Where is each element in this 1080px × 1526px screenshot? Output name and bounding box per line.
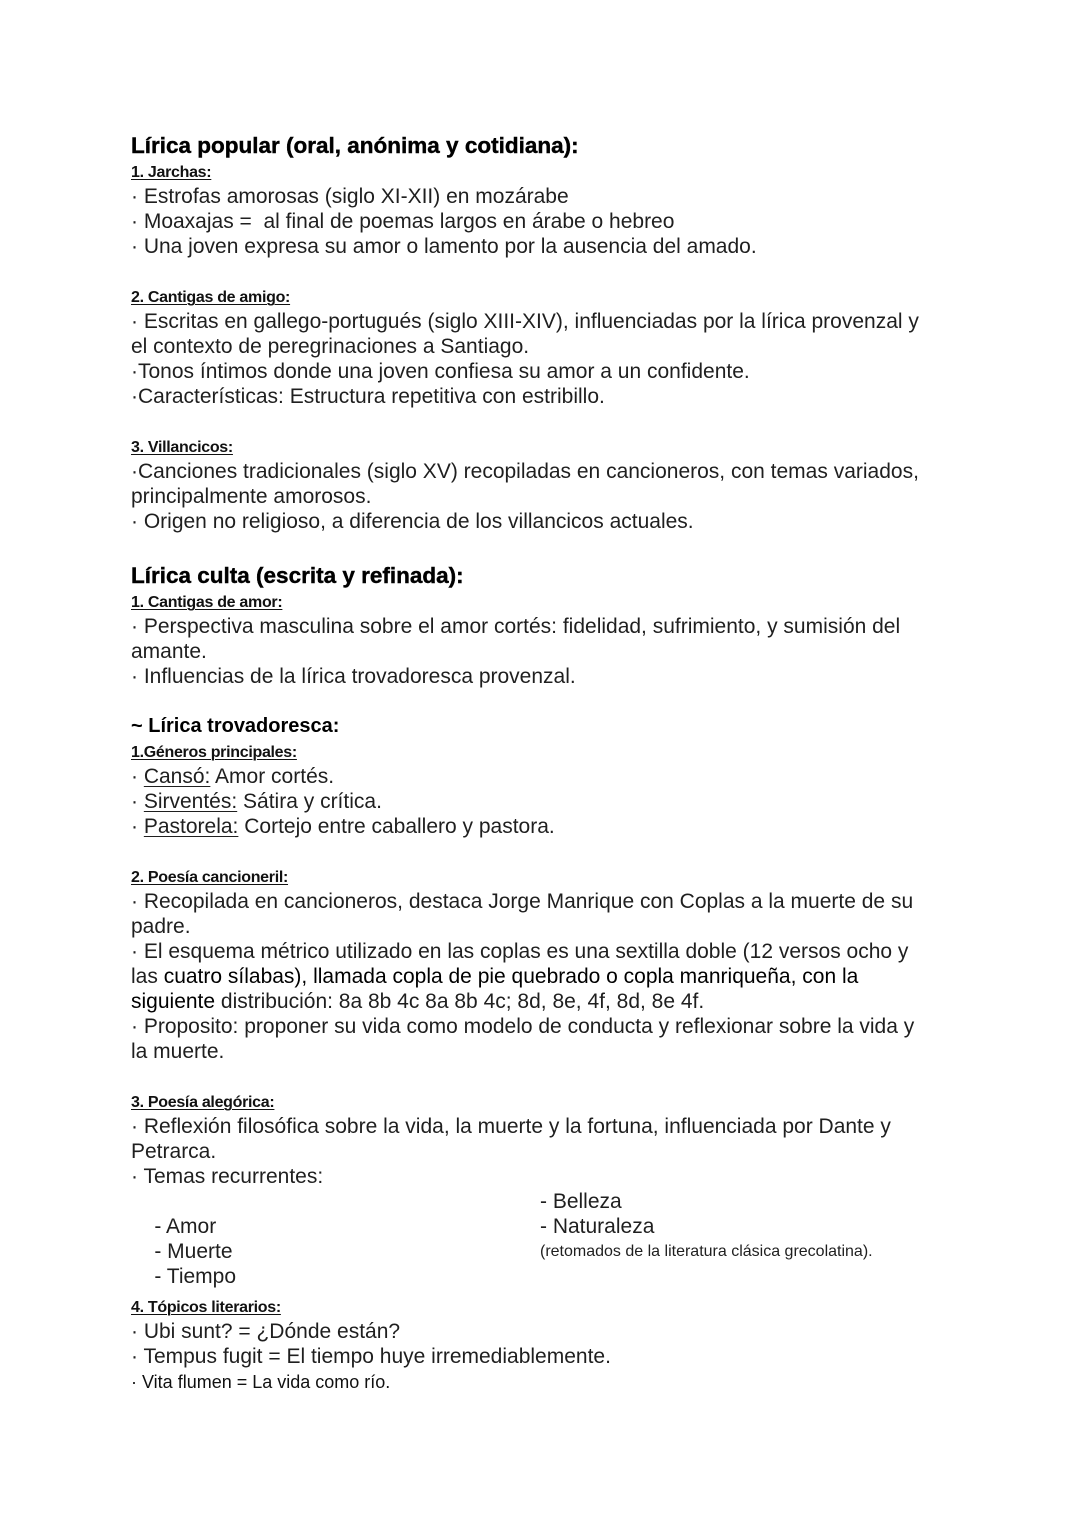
spacer: [131, 534, 1051, 562]
document-page: [131, 132, 1051, 1396]
genre-description: Sátira y crítica.: [237, 790, 382, 813]
text-line: principalmente amorosos.: [131, 485, 372, 508]
genre-term: Pastorela:: [143, 815, 239, 838]
text-line: · El esquema métrico utilizado en las coplas es una sextilla doble (12 versos ocho y: [131, 940, 909, 963]
text-line: Petrarca.: [131, 1140, 217, 1163]
theme-item: - Muerte: [154, 1240, 233, 1263]
text-line: · Estrofas amorosas (siglo XI-XII) en mozárabe: [131, 185, 569, 208]
text-line: ·Características: Estructura repetitiva con estribillo.: [131, 385, 605, 408]
bullet: ·: [131, 790, 144, 813]
genre-item-sirventes: [131, 789, 1051, 814]
genre-item-canso: [131, 764, 1051, 789]
subsection-heading-topicos-literarios: 4. Tópicos literarios:: [131, 1299, 281, 1316]
themes-note: (retomados de la literatura clásica grecolatina).: [540, 1243, 873, 1260]
subsection-heading-poesia-cancioneril: 2. Poesía cancioneril:: [131, 869, 289, 886]
text-line: · Origen no religioso, a diferencia de los villancicos actuales.: [131, 510, 694, 533]
theme-item: - Belleza: [540, 1190, 622, 1213]
text-segment: distribución: 8a 8b 4c 8a 8b 4c; 8d, 8e, 4f, 8d, 8e 4f.: [215, 990, 705, 1013]
text-line: ·Canciones tradicionales (siglo XV) recopiladas en cancioneros, con temas variados,: [131, 460, 919, 483]
subsection-heading-cantigas-amor: 1. Cantigas de amor:: [131, 594, 283, 611]
section-title-lirica-culta: Lírica culta (escrita y refinada):: [131, 563, 464, 588]
subsection-heading-villancicos: 3. Villancicos:: [131, 439, 233, 456]
spacer: [131, 1064, 1051, 1089]
spacer: [131, 839, 1051, 864]
text-line: · Perspectiva masculina sobre el amor cortés: fidelidad, sufrimiento, y sumisión del: [131, 615, 901, 638]
subsection-heading-generos: 1.Géneros principales:: [131, 744, 297, 761]
text-line: [131, 989, 1051, 1014]
spacer: [131, 409, 1051, 434]
subsection-heading-poesia-alegorica: 3. Poesía alegórica:: [131, 1094, 275, 1111]
theme-item: - Amor: [154, 1215, 217, 1238]
text-line: amante.: [131, 640, 207, 663]
text-segment-emphasis: siguiente: [131, 990, 216, 1013]
genre-item-pastorela: [131, 814, 1051, 839]
genre-description: Cortejo entre caballero y pastora.: [238, 815, 555, 838]
subsection-heading-cantigas-amigo: 2. Cantigas de amigo:: [131, 289, 291, 306]
text-line: · Ubi sunt? = ¿Dónde están?: [131, 1320, 401, 1343]
text-line: · Una joven expresa su amor o lamento por la ausencia del amado.: [131, 235, 757, 258]
genre-term: Sirventés:: [143, 790, 238, 813]
text-line: · Influencias de la lírica trovadoresca provenzal.: [131, 665, 576, 688]
bullet: ·: [131, 765, 144, 788]
text-segment-emphasis: cuatro sílabas), llamada copla de pie quebrado o copla manriqueña, con la: [163, 965, 859, 988]
text-line: · Tempus fugit = El tiempo huye irremediablemente.: [131, 1345, 611, 1368]
themes-row: [131, 1239, 1051, 1288]
text-line: [131, 964, 1051, 989]
theme-item: - Naturaleza: [540, 1215, 655, 1238]
text-line: · Proposito: proponer su vida como modelo de conducta y reflexionar sobre la vida y: [131, 1015, 915, 1038]
text-line: · Reflexión filosófica sobre la vida, la muerte y la fortuna, influenciada por Dante y: [131, 1115, 891, 1138]
text-segment: las: [131, 965, 164, 988]
text-line: ·Tonos íntimos donde una joven confiesa su amor a un confidente.: [131, 360, 750, 383]
theme-item: - Tiempo: [154, 1265, 237, 1288]
section-title-lirica-trovadoresca: ~ Lírica trovadoresca:: [131, 715, 340, 737]
text-line: · Temas recurrentes:: [131, 1165, 324, 1188]
bullet: ·: [131, 815, 144, 838]
subsection-heading-jarchas: 1. Jarchas:: [131, 164, 212, 181]
spacer: [131, 1264, 1051, 1294]
text-line: · Moaxajas = al final de poemas largos en árabe o hebreo: [131, 210, 675, 233]
genre-term: Cansó:: [143, 765, 211, 788]
spacer: [131, 259, 1051, 284]
text-line: padre.: [131, 915, 191, 938]
genre-description: Amor cortés.: [210, 765, 335, 788]
text-line: la muerte.: [131, 1040, 225, 1063]
text-line: · Recopilada en cancioneros, destaca Jorge Manrique con Coplas a la muerte de su: [131, 890, 914, 913]
text-line: el contexto de peregrinaciones a Santiago.: [131, 335, 530, 358]
text-line: · Vita flumen = La vida como río.: [131, 1372, 391, 1392]
section-title-lirica-popular: Lírica popular (oral, anónima y cotidiana):: [131, 133, 579, 158]
text-line: · Escritas en gallego-portugués (siglo XIII-XIV), influenciadas por la lírica provenzal y: [131, 310, 919, 333]
spacer: [131, 689, 1051, 714]
